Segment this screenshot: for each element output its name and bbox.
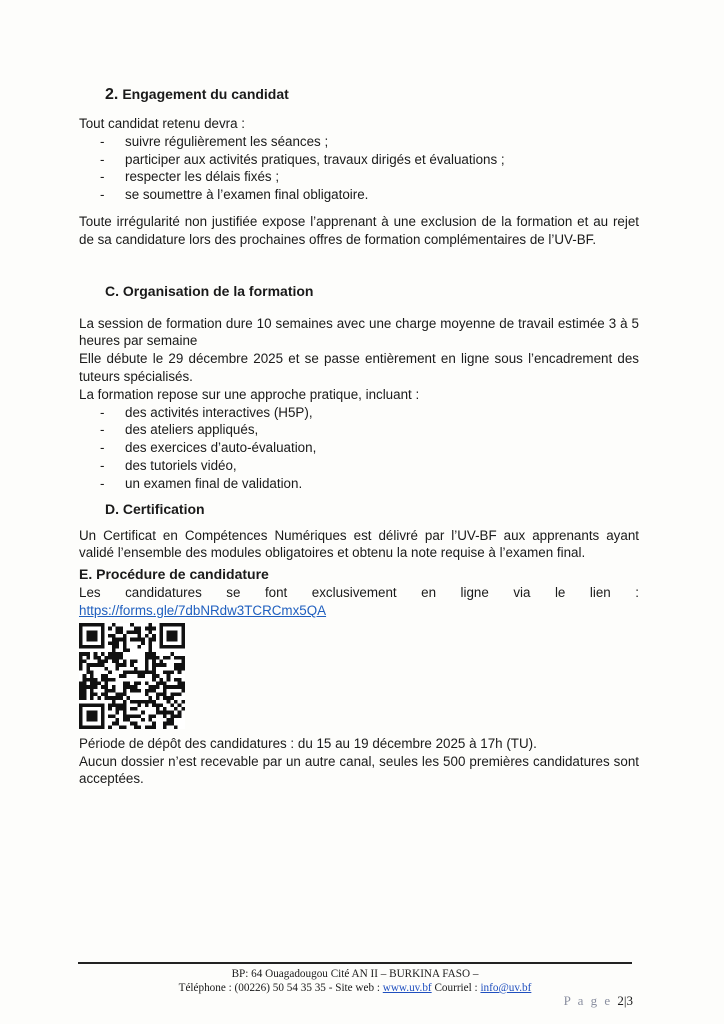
list-item: - suivre régulièrement les séances ; [100, 133, 639, 151]
application-note: Aucun dossier n’est recevable par un autre canal, seules les 500 premières candidatures sont acceptées. [79, 753, 639, 787]
section-d-text: Un Certificat en Compétences Numériques est délivré par l’UV-BF aux apprenants ayant validé l’ensemble des modules obligatoires et obtenu la note requise à l’examen final. [79, 527, 639, 561]
list-item: - des activités interactives (H5P), [100, 404, 639, 422]
section-2-note: Toute irrégularité non justifiée expose l’apprenant à une exclusion de la formation et au rejet de sa candidature lors des prochaines offres de formation complémentaires de l’UV-BF. [79, 213, 639, 247]
intro-word: lien [589, 585, 611, 601]
list-item: - se soumettre à l’examen final obligatoire. [100, 186, 639, 204]
intro-word: en [421, 585, 437, 601]
footer-contacts [78, 981, 632, 995]
footer-website-link[interactable]: www.uv.bf [382, 982, 432, 994]
page-current: 2 [617, 993, 624, 1008]
footer-email-link[interactable]: info@uv.bf [480, 982, 532, 994]
list-item: - des ateliers appliqués, [100, 421, 639, 439]
section-2-heading [105, 84, 639, 105]
intro-word: exclusivement [311, 585, 397, 601]
intro-word: Les [79, 585, 101, 601]
intro-word: candidatures [125, 585, 202, 601]
page-separator: | [623, 993, 627, 1008]
activities-list [79, 404, 639, 493]
page-total: 3 [626, 993, 633, 1008]
list-item: - des tutoriels vidéo, [100, 457, 639, 475]
footer-address: BP: 64 Ouagadougou Cité AN II – BURKINA FASO – [231, 968, 479, 980]
page-label: P a g e [563, 993, 613, 1008]
intro-word: : [635, 585, 639, 601]
section-2-title: Engagement du candidat [122, 86, 289, 102]
list-item: - participer aux activités pratiques, travaux dirigés et évaluations ; [100, 151, 639, 169]
list-item: - respecter les délais fixés ; [100, 168, 639, 186]
section-2-number: 2. [105, 86, 119, 103]
section-c-approach: La formation repose sur une approche pratique, incluant : [79, 386, 420, 402]
footer-phone: Téléphone : (00226) 50 54 35 35 - Site web : [178, 982, 383, 994]
application-period: Période de dépôt des candidatures : du 15 au 19 décembre 2025 à 17h (TU). [79, 735, 537, 751]
list-item: - des exercices d’auto-évaluation, [100, 439, 639, 457]
page-footer [78, 962, 632, 995]
section-c-start: Elle débute le 29 décembre 2025 et se passe entièrement en ligne sous l’encadrement des tuteurs spécialisés. [79, 351, 639, 384]
qr-code-icon[interactable] [79, 623, 185, 729]
section-2-intro: Tout candidat retenu devra : [79, 116, 246, 131]
intro-word: se [226, 585, 241, 601]
section-c-duration: La session de formation dure 10 semaines avec une charge moyenne de travail estimée 3 à 5 heures par semaine [79, 315, 639, 349]
section-e-heading: E. Procédure de candidature [79, 566, 269, 583]
intro-word: ligne [460, 585, 489, 601]
intro-word: via [513, 585, 531, 601]
footer-divider [78, 962, 632, 964]
commitment-list [79, 133, 639, 204]
section-c-heading: C. Organisation de la formation [105, 282, 314, 299]
list-item: - un examen final de validation. [100, 475, 639, 493]
intro-word: font [264, 585, 288, 601]
section-d-heading: D. Certification [105, 500, 205, 517]
intro-word: le [554, 585, 566, 601]
footer-mail-label: Courriel : [431, 982, 481, 994]
application-form-link[interactable]: https://forms.gle/7dbNRdw3TCRCmx5QA [79, 602, 327, 618]
page-number [564, 993, 633, 1009]
page-content [79, 84, 639, 788]
application-intro [79, 584, 639, 602]
